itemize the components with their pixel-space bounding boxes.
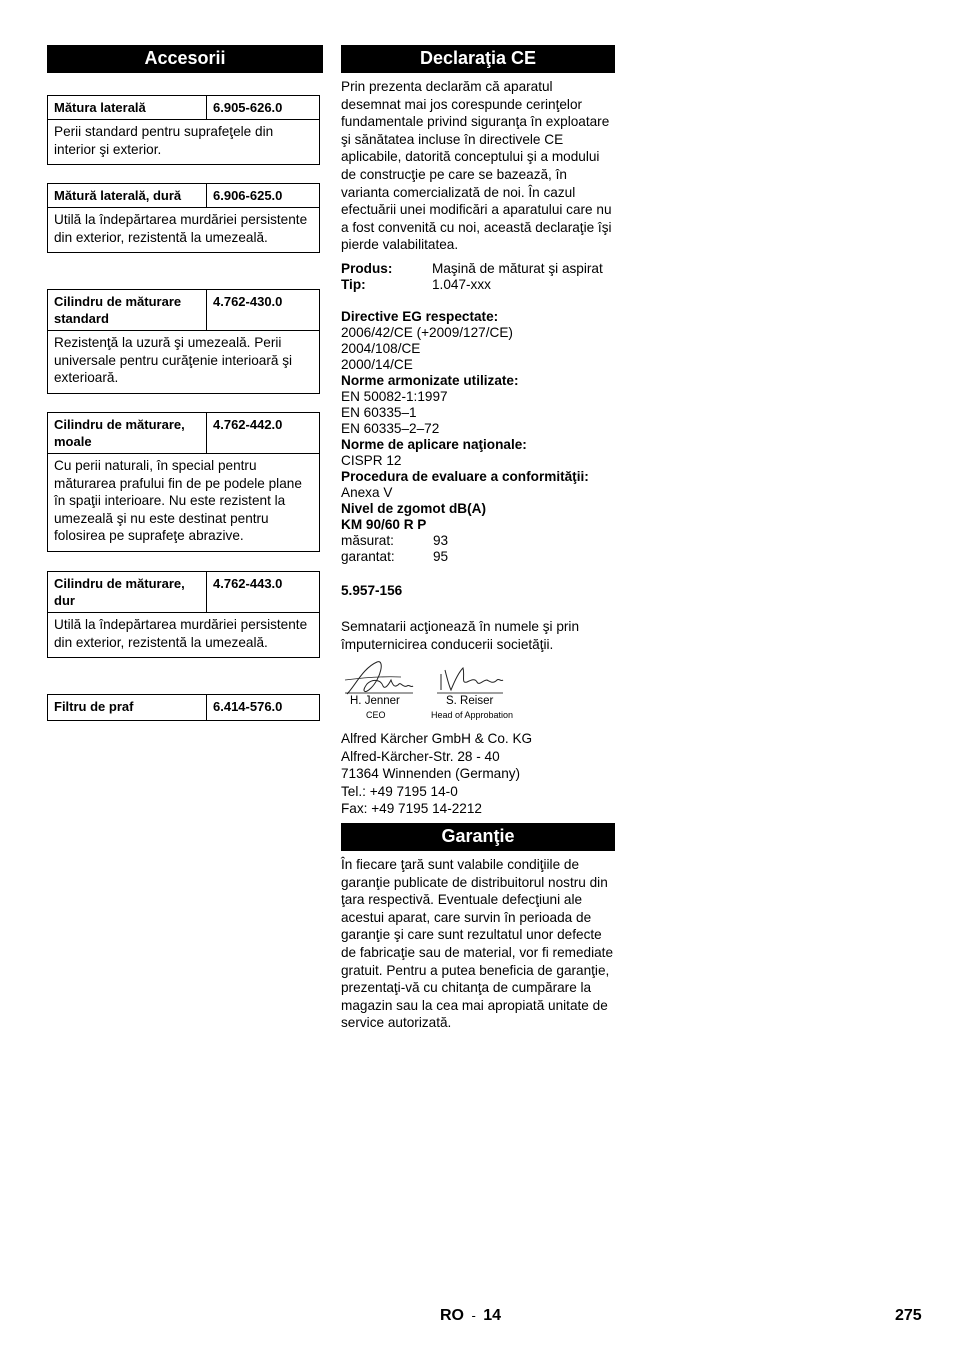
footer-sep: - [471,1308,476,1323]
accessories-header: Accesorii [47,45,323,73]
product-row [341,261,615,277]
accessory-code: 6.414-576.0 [213,699,283,714]
page-number: 275 [895,1307,922,1324]
measured-label: măsurat: [341,532,394,548]
signer2-role: Head of Approbation [431,710,514,720]
national-norm-item: CISPR 12 [341,452,402,468]
declaration-body [341,78,615,653]
accessory-description: Perii standard pentru suprafeţele din interior şi exterior. [54,124,274,157]
directives-label: Directive EG respectate: [341,308,499,324]
declaration-intro: Prin prezenta declarăm că aparatul desemnat mai jos corespunde cerinţelor fundamentale privind siguranţa în exploatare şi sănătatea incluse în directivele CE aplicabile, datorită conceptului şi a modului de construcţie pe care se bazează, în varianta comercializată de noi. În cazul efectuării unei modificări a aparatului care nu a fost convenită cu noi, această declaraţie îşi pierde valabilitatea. [341,79,612,253]
accessory-name: Mătură laterală, dură [48,184,207,207]
warranty-text: În fiecare ţară sunt valabile condiţiile de garanţie publicate de distribuitorul nostru din ţara respectivă. Eventuale defecţiuni ale acestui aparat, care survin în perioada de garanţie şi care sunt rezultatul unor defecte de fabricaţie sau de material, vor fi remediate gratuit. Pentru a putea beneficia de garanţie, prezentaţi-vă cu chitanţa de cumpărare la magazin sau la cea mai apropiată unitate de service autorizată. [341,857,614,1031]
accessory-name: Cilindru de măturare standard [48,290,207,330]
signer1-name: H. Jenner [350,695,400,707]
type-value: 1.047-xxx [432,276,491,292]
product-label: Produs: [341,260,393,276]
accessory-name: Filtru de praf [48,695,207,720]
signer1-role: CEO [366,710,386,720]
accessory-name: Mătura laterală [48,96,207,119]
measured-value: 93 [433,532,449,548]
footer-section-label [440,1307,501,1325]
norms-label: Norme armonizate utilizate: [341,372,519,388]
model-name: KM 90/60 R P [341,516,427,532]
footer-section-page: 14 [483,1307,502,1324]
accessory-item [47,289,320,394]
accessory-item [47,95,320,165]
national-norms-label: Norme de aplicare naţionale: [341,436,527,452]
declaration-header: Declaraţia CE [341,45,615,73]
accessory-description: Cu perii naturali, în special pentru măturarea prafului fin de pe podele plane în spaţii interioare. Nu este rezistent la umezeală şi nu este destinat pentru folosirea pe suprafeţe abrazive. [54,458,302,544]
accessory-description: Rezistenţă la uzură şi umezeală. Perii universale pentru curăţenie interioară şi exterioară. [54,335,293,386]
footer-lang: RO [440,1307,464,1324]
accessory-description: Utilă la îndepărtarea murdăriei persistente din exterior, rezistentă la umezeală. [54,212,308,245]
company-line: Fax: +49 7195 14-2212 [341,801,482,817]
directive-item: 2004/108/CE [341,340,421,356]
warranty-body [341,856,615,1032]
type-label: Tip: [341,276,366,292]
company-line: Alfred-Kärcher-Str. 28 - 40 [341,748,500,764]
document-number: 5.957-156 [341,582,403,598]
company-line: Tel.: +49 7195 14-0 [341,783,458,799]
procedure-value: Anexa V [341,484,393,500]
company-line: Alfred Kärcher GmbH & Co. KG [341,731,533,746]
signer2-name: S. Reiser [446,695,494,707]
company-line: 71364 Winnenden (Germany) [341,766,521,782]
warranty-header: Garanţie [341,823,615,851]
product-value: Maşină de măturat şi aspirat [432,260,603,276]
signature-jenner [341,658,541,698]
accessory-code: 4.762-430.0 [213,294,283,309]
guaranteed-row [341,549,615,565]
norm-item: EN 50082-1:1997 [341,388,448,404]
measured-row [341,533,615,549]
company-info [341,730,615,818]
guaranteed-label: garantat: [341,548,395,564]
noise-label: Nivel de zgomot dB(A) [341,500,486,516]
accessory-code: 4.762-443.0 [213,576,283,591]
accessory-description: Utilă la îndepărtarea murdăriei persistente din exterior, rezistentă la umezeală. [54,617,308,650]
guaranteed-value: 95 [433,548,449,564]
norm-item: EN 60335–2–72 [341,420,440,436]
accessory-code: 6.906-625.0 [213,188,283,203]
accessory-code: 6.905-626.0 [213,100,283,115]
signatures [341,658,541,722]
type-row [341,277,615,293]
norm-item: EN 60335–1 [341,404,417,420]
accessory-item [47,694,320,721]
accessory-item [47,412,320,552]
directive-item: 2006/42/CE (+2009/127/CE) [341,324,513,340]
accessory-item [47,183,320,253]
accessory-name: Cilindru de măturare, dur [48,572,207,612]
procedure-label: Procedura de evaluare a conformităţii: [341,468,589,484]
directive-item: 2000/14/CE [341,356,413,372]
accessory-item [47,571,320,658]
accessory-name: Cilindru de măturare, moale [48,413,207,453]
accessory-code: 4.762-442.0 [213,417,283,432]
signatories-text: Semnatarii acţionează în numele şi prin împuternicirea conducerii societăţii. [341,618,580,652]
